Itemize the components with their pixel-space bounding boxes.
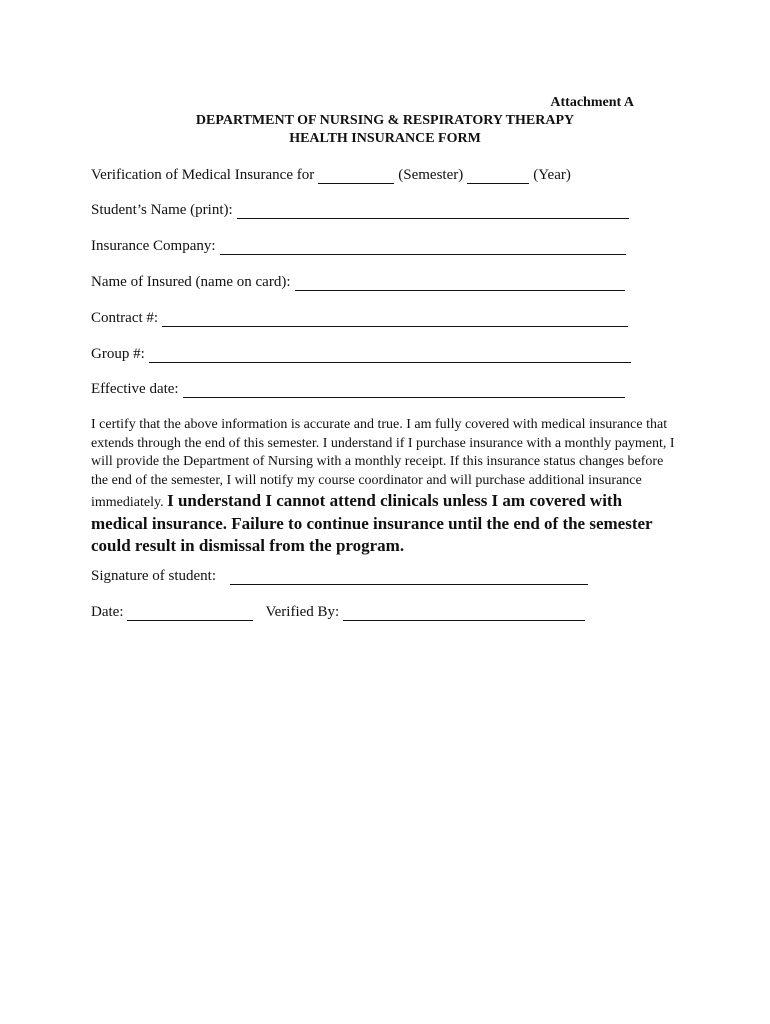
name-of-insured-row — [91, 273, 625, 291]
verified-by-label: Verified By: — [265, 604, 340, 620]
contract-label: Contract #: — [91, 310, 159, 326]
effective-date-row — [91, 380, 625, 398]
student-name-blank[interactable] — [237, 204, 629, 219]
semester-blank[interactable] — [318, 169, 394, 184]
insurance-company-row — [91, 237, 626, 255]
attachment-label: Attachment A — [550, 95, 634, 110]
name-of-insured-blank[interactable] — [295, 276, 625, 291]
student-name-row — [91, 201, 629, 219]
verification-row — [91, 166, 571, 184]
date-verified-row — [91, 603, 585, 621]
verified-by-blank[interactable] — [343, 606, 585, 621]
certification-text: I certify that the above information is accurate and true. I am fully covered with medical insurance that extends through the end of this semester. I understand if I purchase insurance with a monthly payment, I will provide the Department of Nursing with a monthly receipt. If this insurance status changes before the end of the semester, I will notify my course coordinator and will purchase additional insurance immediately. — [91, 417, 675, 510]
contract-row — [91, 309, 628, 327]
insurance-company-blank[interactable] — [220, 240, 626, 255]
signature-label: Signature of student: — [91, 568, 216, 584]
effective-date-blank[interactable] — [183, 383, 625, 398]
student-name-label: Student’s Name (print): — [91, 202, 233, 218]
insurance-company-label: Insurance Company: — [91, 238, 216, 254]
date-blank[interactable] — [127, 606, 253, 621]
verification-prefix: Verification of Medical Insurance for — [91, 167, 315, 183]
signature-blank[interactable] — [230, 570, 588, 585]
year-blank[interactable] — [467, 169, 529, 184]
year-label: (Year) — [533, 167, 571, 183]
group-row — [91, 345, 631, 363]
date-label: Date: — [91, 604, 124, 620]
certification-warning: I understand I cannot attend clinicals unless I am covered with medical insurance. Failure to continue insurance until the end of the semester could result in dismissal from the program. — [91, 491, 653, 555]
group-label: Group #: — [91, 346, 145, 362]
form-title: HEALTH INSURANCE FORM — [289, 131, 481, 146]
signature-row — [91, 567, 588, 585]
group-blank[interactable] — [149, 348, 631, 363]
certification-paragraph — [91, 416, 681, 558]
semester-label: (Semester) — [398, 167, 464, 183]
department-heading: DEPARTMENT OF NURSING & RESPIRATORY THERAPY — [195, 113, 575, 128]
contract-blank[interactable] — [162, 312, 628, 327]
effective-date-label: Effective date: — [91, 381, 179, 397]
name-of-insured-label: Name of Insured (name on card): — [91, 274, 291, 290]
